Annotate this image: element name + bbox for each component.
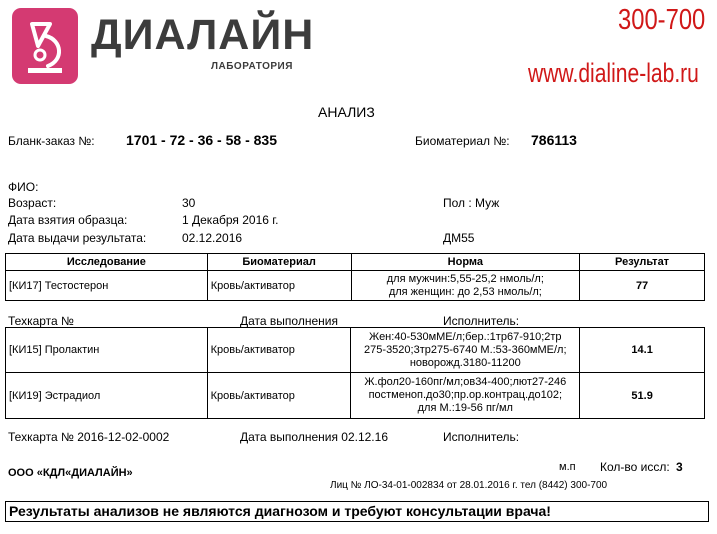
norm-line: новорожд.3180-11200 [409,356,521,369]
test-norm [351,271,580,301]
norm-line: для М.:19-56 пг/мл [417,402,513,414]
test-norm [351,328,580,373]
table-row [6,373,705,419]
header-norm: Норма [351,254,580,271]
lab-website: www.dialine-lab.ru [528,58,699,88]
result-date-label: Дата выдачи результата: [8,231,147,245]
table-row [6,328,705,373]
brand-subtitle: ЛАБОРАТОРИЯ [211,61,293,72]
patient-code: ДМ55 [443,231,475,245]
executor-label: Исполнитель: [443,430,520,444]
test-result: 14.1 [580,328,705,373]
sample-date-value: 1 Декабря 2016 г. [182,213,279,227]
license-info: Лиц № ЛО-34-01-002834 от 28.01.2016 г. тел (8442) 300-700 [330,480,608,491]
age-label: Возраст: [8,196,57,210]
test-result: 77 [580,271,705,301]
header-material: Биоматериал [207,254,351,271]
norm-line: для женщин: до 2,53 нмоль/л; [388,285,542,298]
results-table-top [5,253,705,301]
company-name: ООО «КДЛ«ДИАЛАЙН» [8,467,133,479]
result-date-value: 02.12.2016 [182,231,243,245]
document-title: АНАЛИЗ [318,104,375,120]
norm-line: 275-3520;3тр275-6740 М.:53-360мМЕ/л; [364,343,567,356]
table-row [6,271,705,301]
lab-phone: 300-700 [618,4,706,36]
test-material: Кровь/активатор [207,328,351,373]
disclaimer-box [5,501,709,522]
norm-line: постменоп.до30;пр.ор.контрац.до102; [368,389,563,401]
age-value: 30 [182,196,196,210]
execution-date-label: Дата выполнения 02.12.16 [240,430,388,444]
test-name: [КИ19] Эстрадиол [6,373,208,419]
execution-date-label: Дата выполнения [240,314,338,328]
microscope-icon [12,8,78,84]
sample-date-label: Дата взятия образца: [8,213,128,227]
biomaterial-number: 786113 [531,132,577,148]
norm-line: Жен:40-530мМЕ/л;бер.:1тр67-910;2тр [369,330,562,343]
test-name: [КИ15] Пролактин [6,328,208,373]
header-test: Исследование [6,254,208,271]
fio-label: ФИО: [8,180,39,194]
header-result: Результат [580,254,705,271]
test-result: 51.9 [580,373,705,419]
norm-line: Ж.фол20-160пг/мл;ов34-400;лют27-246 [364,376,567,388]
test-name: [КИ17] Тестостерон [6,271,208,301]
count-label: Кол-во иссл: [600,460,670,474]
brand-name: ДИАЛАЙН [91,11,315,59]
norm-line: для мужчин:5,55-25,2 нмоль/л; [386,272,544,285]
executor-label: Исполнитель: [443,314,520,328]
biomaterial-label: Биоматериал №: [415,134,510,148]
sex-value: Пол : Муж [443,196,500,210]
techcard-label: Техкарта № 2016-12-02-0002 [8,430,170,444]
lab-logo [12,8,78,84]
test-norm [351,373,580,419]
test-material: Кровь/активатор [207,271,351,301]
results-table-bottom [5,327,705,419]
order-number: 1701 - 72 - 36 - 58 - 835 [126,132,277,148]
order-label: Бланк-заказ №: [8,134,95,148]
techcard-label: Техкарта № [8,314,74,328]
stamp-label: м.п [559,461,576,473]
count-value: 3 [676,460,683,474]
test-material: Кровь/активатор [207,373,351,419]
disclaimer-text: Результаты анализов не являются диагнозом и требуют консультации врача! [9,503,551,519]
